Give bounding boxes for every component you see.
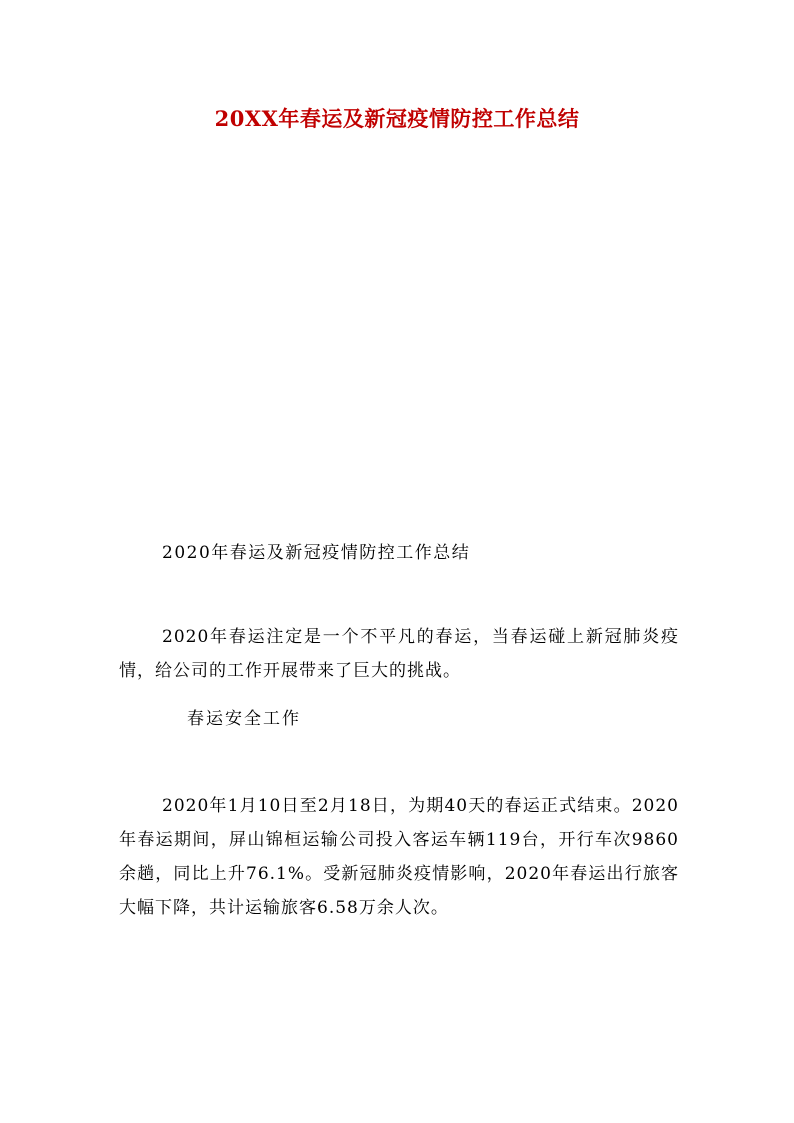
section-heading: 春运安全工作 bbox=[187, 709, 301, 729]
intro-paragraph: 2020年春运注定是一个不平凡的春运，当春运碰上新冠肺炎疫情，给公司的工作开展带来了巨大的挑战。 bbox=[119, 627, 679, 681]
document-subtitle: 2020年春运及新冠疫情防控工作总结 bbox=[162, 543, 471, 563]
document-title: 20XX年春运及新冠疫情防控工作总结 bbox=[214, 106, 580, 131]
body-paragraph: 2020年1月10日至2月18日，为期40天的春运正式结束。2020年春运期间，屏山锦桓运输公司投入客运车辆119台，开行车次9860余趟，同比上升76.1%。受新冠肺炎疫情影响，2020年春运出行旅客大幅下降，共计运输旅客6.58万余人次。 bbox=[119, 796, 679, 918]
